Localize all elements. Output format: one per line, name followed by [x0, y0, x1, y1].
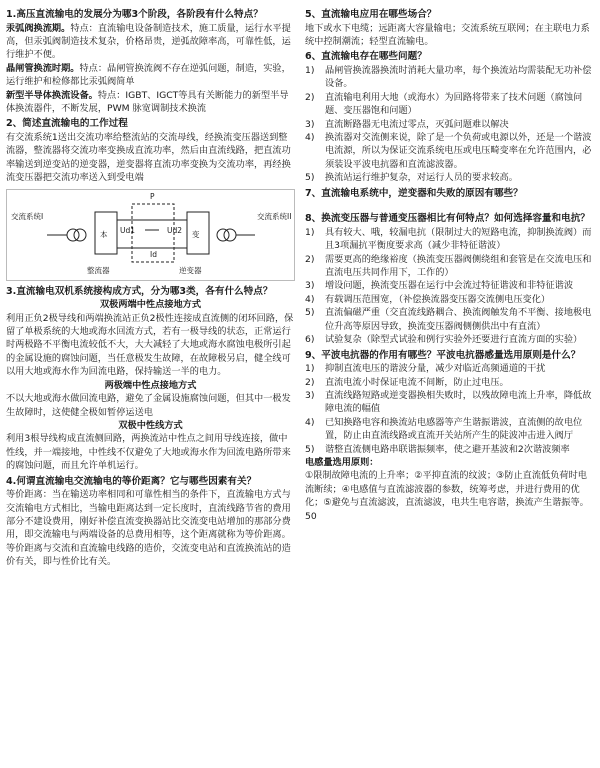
q1-stage-1-label: 汞弧阀换流期。 — [6, 22, 71, 34]
question-1-title: 1.高压直流输电的发展分为哪3个阶段，各阶段有什么特点？ — [6, 9, 263, 20]
question-8-title: 8、换流变压器与普通变压器相比有何特点？如何选择容量和电抗？ — [305, 213, 590, 225]
inverter-box-label: 变 — [192, 229, 200, 239]
rectifier-label: 整流器 — [87, 265, 110, 275]
ud2-label: Ud2 — [167, 225, 183, 235]
q1-stage-1-text: 特点：直流输电设备制造技术，施工质量，运行水平提高，但汞弧阀制造技术复杂，价格昂贵，逆弧故障率高，可靠性低，运行维护不便。 — [6, 22, 291, 61]
list-item: 5) 谐整直流侧电路串联谐振频率，使之避开基波和2次谐波频率 — [305, 443, 570, 455]
q9-list — [305, 362, 594, 456]
list-item: 4) 有载调压范围宽，（补偿换流器变压器交流侧电压变化） — [305, 293, 551, 305]
right-column — [305, 6, 594, 768]
q4-paragraph-2: 等价距离与交流和直流输电线路的造价，交流变电站和直流换流站的造价有关，即与性价比有关。 — [6, 542, 291, 568]
q4-paragraph-1: 等价距离：当在输送功率相同和可靠性相当的条件下，直流输电方式与交流输电方式相比，当输电距离达到一定长度时，直流线路节省的费用部分不建设费用，刚好补偿直流变换器站比交流变电站增加的那部分费用，即交流输电与两端设备的总费用相等，这个距离就称为等价距离。 — [6, 489, 291, 541]
q9-principle-text: ①限制故障电流的上升率；②平抑直流的纹波；③防止直流低负荷时电流断续；④电感值与直流滤波器的参数，统筹考虑，并进行费用的优化；⑤避免与直流滤波，直流滤波，电共生电容谐，换流产生谐振等。50 — [305, 470, 589, 522]
question-2-title: 2、简述直流输电的工作过程 — [6, 118, 128, 130]
question-7-title: 7、直流输电系统中，逆变器和失败的原因有哪些？ — [305, 187, 523, 199]
q1-stage-2-text: 特点：晶闸管换流阀不存在逆弧问题，制造，实验，运行维护和检修都比汞弧阀简单 — [6, 62, 291, 88]
q3-paragraph-3: 利用3根导线构成直流侧回路，两换流站中性点之间用导线连接，做中性线，并一端接地，中性线不仅避免了大地或海水作为回流电路所带来的腐蚀问题，而且允许单机运行。 — [6, 433, 291, 472]
question-3-title: 3.直流输电双机系统接构成方式，分为哪3类，各有什么特点？ — [6, 285, 273, 297]
list-item: 2) 直流电流小时保证电流不间断，防止过电压。 — [305, 376, 509, 388]
q3-heading-3: 双极中性线方式 — [118, 419, 183, 431]
list-item: 3) 增设问题，换流变压器在运行中会流过特征谐波和非特征谐波 — [305, 280, 574, 292]
list-item: 3) 直流线路短路或逆变器换相失败时，以残故障电流上升率，降低故障电流的幅值 — [305, 389, 592, 415]
list-item: 3) 直流断路器无电流过零点，灭弧问题难以解决 — [305, 118, 509, 130]
list-item: 6) 试验复杂（除型式试验和例行实验外还要进行直流方面的实验） — [305, 334, 583, 346]
q1-stage-3-label: 新型半导体换流设备。 — [6, 89, 98, 101]
list-item: 4) 换流器对交流侧来说，除了是一个负荷或电源以外，还是一个谐波电流源，所以为保证交流系统电压或电压畸变率在允许范围内，必须装设平波电抗器和直流滤波器。 — [305, 132, 592, 170]
list-item: 5) 直流偏磁严重（交直流线路耦合、换流阀触发角不平衡、接地极电位升高等原因导致，换流变压器阀侧侧供出中有直流） — [305, 307, 592, 332]
q2-paragraph: 有交流系统1送出交流功率给整流站的交流母线，经换流变压器送到整流器，整流器将交流功率变换成直流功率，然后由直流线路，把直流功率输送到逆变站的逆变器，逆变器将直流功率变换为交流功率，再经换流变压器把交流功率送入到受电端 — [6, 132, 291, 184]
question-9-title: 9、平波电抗器的作用有哪些？平波电抗器感量选用原则是什么？ — [305, 349, 581, 361]
ac-system-1-label: 交流系统I — [11, 211, 44, 221]
q1-stage-3-text: 特点：IGBT、IGCT等具有关断能力的新型半导体换流器件，不断发展，PWM 脉宽调制技术换流 — [6, 89, 289, 115]
list-item: 4) 已知换路电容和换流站电感器等产生谐振谐波，直流侧的故电位置，防止由直流线路或直流开关站所产生的陡波冲击进入阀厅 — [305, 416, 583, 442]
question-5-title: 5、直流输电应用在哪些场合？ — [305, 9, 437, 20]
left-column — [6, 6, 295, 768]
q3-paragraph-1: 利用正负2极导线和两端换流站正负2极性连接成直流侧的闭环回路，保留了单极系统的大地或海水回流方式，若有一极导线的状态，正常运行时两极路不平衡电流较低不大，大大减轻了大地或海水腐蚀电极所引起的金属设施的腐蚀问题，当任意极发生故障，在故障极另启，健全线可以用大地或海水作为回流电路，保持输送一半的电力。 — [6, 312, 294, 378]
q3-heading-2: 两极端中性点接地方式 — [104, 379, 197, 391]
list-item: 2) 直流输电利用大地（或海水）为回路将带来了技术问题（腐蚀问题、变压器饱和问题） — [305, 91, 583, 117]
p-label: P — [150, 191, 155, 201]
q9-principle-title: 电感量选用原则： — [305, 456, 379, 468]
q3-paragraph-2: 不以大地或海水做回流电路，避免了金属设施腐蚀问题，但其中一极发生故障时，这使健全极如暂停运送电 — [6, 393, 291, 418]
q5-paragraph: 地下或水下电缆；远距离大容量输电；交流系统互联网；在主联电力系统中控制潮流；轻型直流输电。 — [305, 22, 590, 47]
hvdc-diagram — [6, 189, 295, 281]
list-item: 1) 晶闸管换流器换流时消耗大量功率，每个换流站均需装配无功补偿设备。 — [305, 65, 592, 90]
ac-system-2-label: 交流系统II — [257, 211, 292, 221]
ud1-label: Ud1 — [120, 225, 136, 235]
question-6-title: 6、直流输电存在哪些问题？ — [305, 51, 427, 63]
spacer — [305, 200, 594, 210]
hvdc-diagram-svg — [7, 190, 294, 280]
id-label: Id — [150, 249, 157, 259]
q1-paragraph-2 — [6, 62, 295, 89]
list-item: 1) 具有较大、哦，较漏电抗（限制过大的短路电流，抑制换流阀）而且3项漏抗平衡度要求高（减少非特征谐波） — [305, 226, 592, 252]
rectifier-box-label: 本 — [100, 229, 108, 239]
q6-list — [305, 64, 594, 185]
question-4-title: 4.何谓直流输电交流输电的等价距离？它与哪些因素有关？ — [6, 475, 257, 487]
list-item: 5) 换流站运行维护复杂，对运行人员的要求较高。 — [305, 172, 518, 184]
q8-list — [305, 226, 594, 347]
inverter-label: 逆变器 — [179, 265, 202, 275]
q1-stage-2-label: 晶闸管换流时期。 — [6, 62, 80, 74]
q3-heading-1: 双极两端中性点接地方式 — [99, 299, 202, 311]
q1-paragraph-3 — [6, 89, 295, 116]
list-item: 2) 需要更高的绝缘裕度（换流变压器阀侧绕组和套管是在交流电压和直流电压共同作用下，工作的） — [305, 253, 592, 279]
list-item: 1) 抑制直流电压的谐波分量，减少对临近高频通道的干扰 — [305, 363, 546, 375]
q1-paragraph-1 — [6, 22, 295, 62]
